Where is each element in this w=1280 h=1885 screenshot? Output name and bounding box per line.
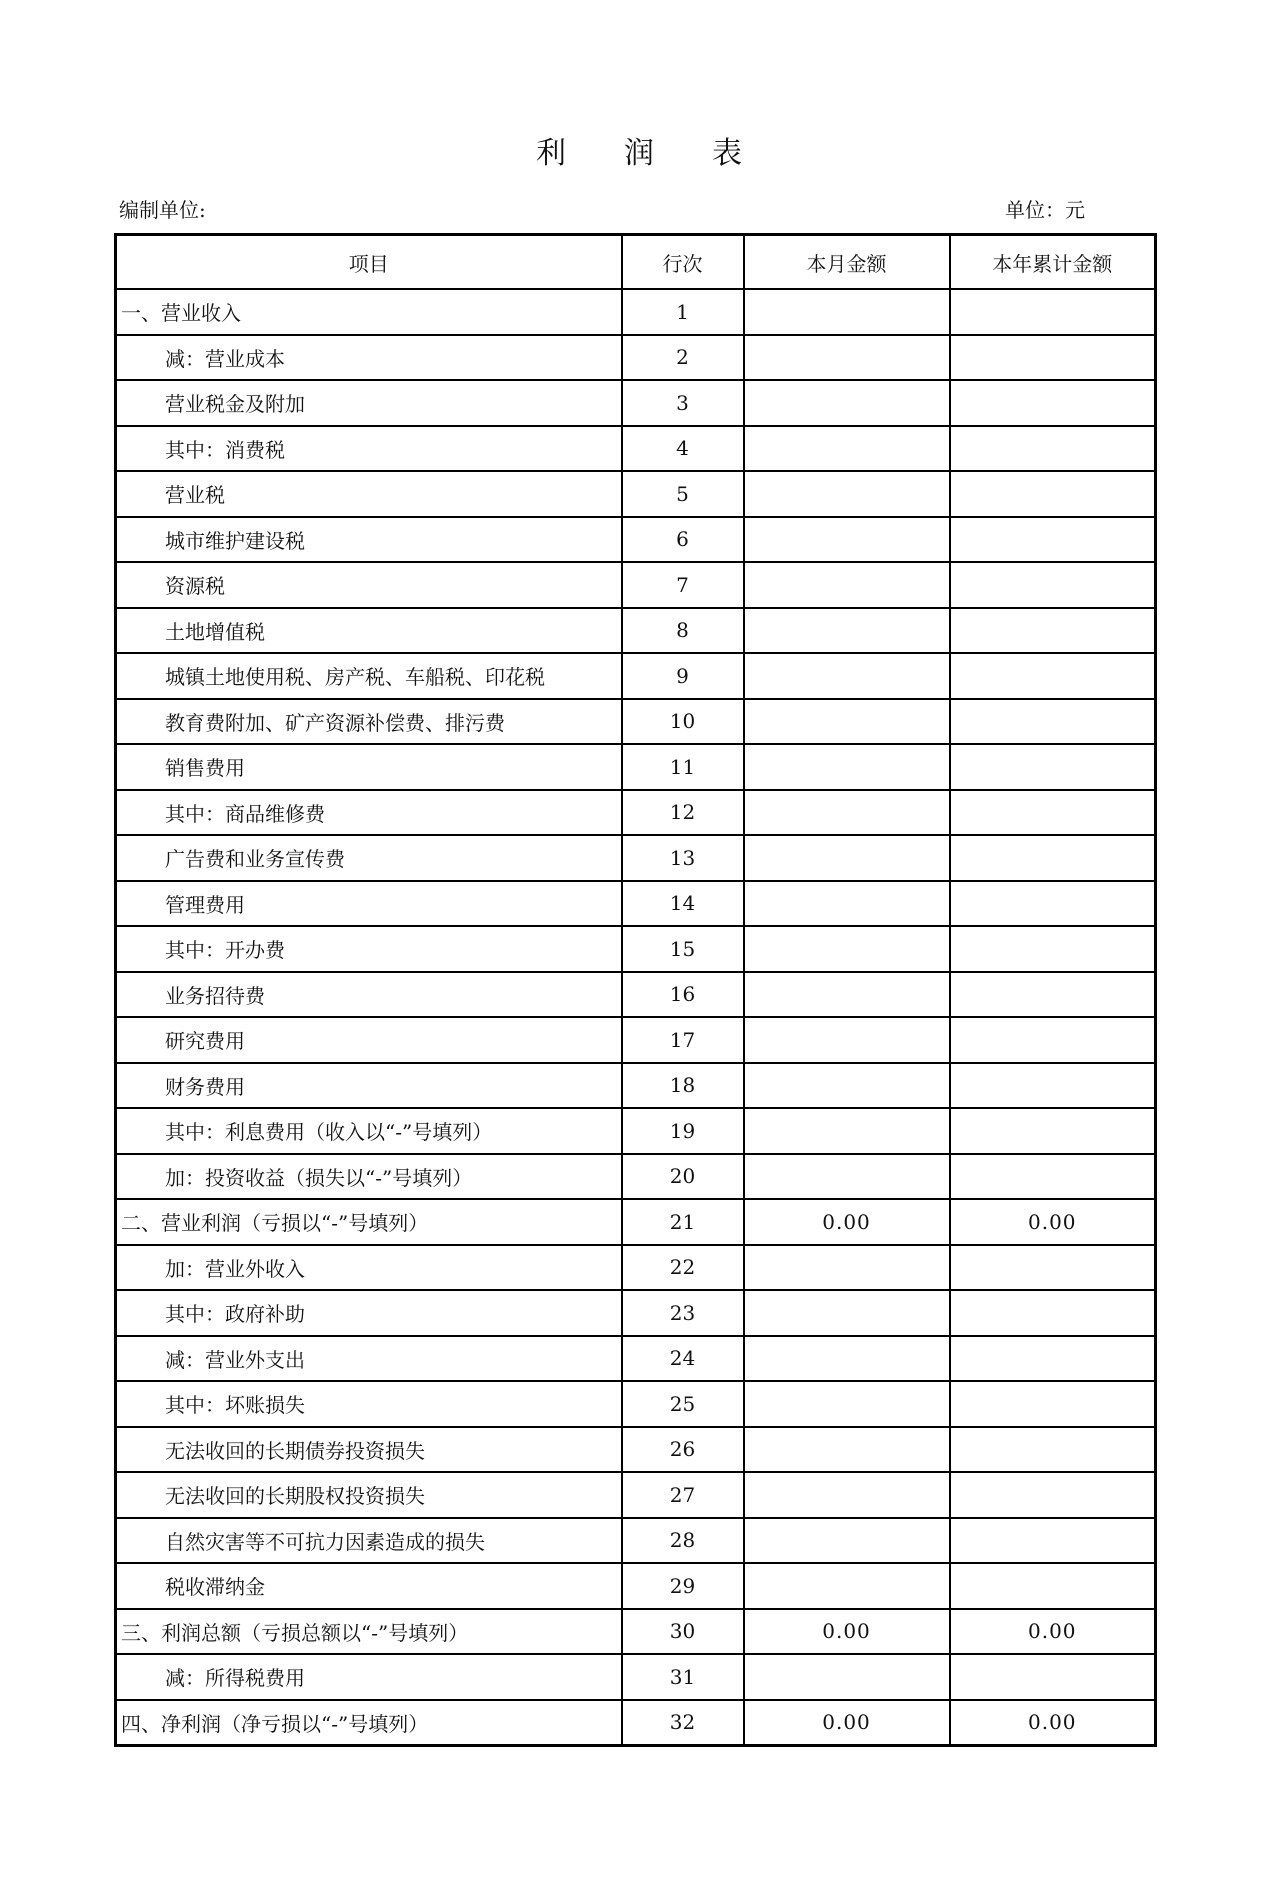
row-year-to-date-amount: 0.00 (950, 1199, 1156, 1245)
row-line-number: 3 (622, 380, 744, 426)
row-item-label: 教育费附加、矿产资源补偿费、排污费 (116, 699, 622, 745)
row-current-month-amount (744, 1245, 950, 1291)
header-current-month: 本月金额 (744, 235, 950, 290)
row-item-label: 其中：开办费 (116, 926, 622, 972)
row-item-label: 自然灾害等不可抗力因素造成的损失 (116, 1518, 622, 1564)
table-row (116, 1245, 1156, 1291)
table-row (116, 1472, 1156, 1518)
title-char: 利 (536, 136, 568, 171)
row-item-label: 土地增值税 (116, 608, 622, 654)
prepared-by-label: 编制单位: (119, 198, 206, 222)
row-year-to-date-amount (950, 335, 1156, 381)
row-year-to-date-amount (950, 972, 1156, 1018)
row-line-number: 15 (622, 926, 744, 972)
row-year-to-date-amount (950, 1108, 1156, 1154)
row-current-month-amount (744, 1563, 950, 1609)
row-year-to-date-amount (950, 1472, 1156, 1518)
table-row (116, 335, 1156, 381)
income-statement-table (114, 233, 1157, 1747)
row-year-to-date-amount (950, 1654, 1156, 1700)
row-line-number: 27 (622, 1472, 744, 1518)
row-current-month-amount (744, 289, 950, 335)
row-current-month-amount (744, 1108, 950, 1154)
row-item-label: 资源税 (116, 562, 622, 608)
row-year-to-date-amount (950, 1563, 1156, 1609)
row-item-label: 其中：商品维修费 (116, 790, 622, 836)
table-row (116, 380, 1156, 426)
row-year-to-date-amount (950, 1017, 1156, 1063)
row-item-label: 税收滞纳金 (116, 1563, 622, 1609)
table-row (116, 1518, 1156, 1564)
row-item-label: 减：所得税费用 (116, 1654, 622, 1700)
row-year-to-date-amount (950, 1154, 1156, 1200)
row-year-to-date-amount (950, 1245, 1156, 1291)
title-char: 润 (624, 136, 656, 171)
row-year-to-date-amount: 0.00 (950, 1609, 1156, 1655)
row-line-number: 12 (622, 790, 744, 836)
table-row (116, 1063, 1156, 1109)
row-year-to-date-amount (950, 1518, 1156, 1564)
table-row (116, 471, 1156, 517)
table-row (116, 1290, 1156, 1336)
row-current-month-amount (744, 790, 950, 836)
row-item-label: 研究费用 (116, 1017, 622, 1063)
row-line-number: 22 (622, 1245, 744, 1291)
row-year-to-date-amount (950, 790, 1156, 836)
row-year-to-date-amount: 0.00 (950, 1700, 1156, 1746)
row-line-number: 28 (622, 1518, 744, 1564)
row-item-label: 业务招待费 (116, 972, 622, 1018)
row-year-to-date-amount (950, 1290, 1156, 1336)
table-row (116, 835, 1156, 881)
table-row (116, 1563, 1156, 1609)
row-item-label: 其中：政府补助 (116, 1290, 622, 1336)
row-line-number: 25 (622, 1381, 744, 1427)
unit-label: 单位：元 (1005, 198, 1085, 222)
row-item-label: 加：营业外收入 (116, 1245, 622, 1291)
header-row (116, 235, 1156, 290)
row-item-label: 其中：消费税 (116, 426, 622, 472)
table-row (116, 562, 1156, 608)
row-year-to-date-amount (950, 517, 1156, 563)
row-year-to-date-amount (950, 471, 1156, 517)
row-line-number: 26 (622, 1427, 744, 1473)
table-row (116, 1654, 1156, 1700)
row-current-month-amount (744, 1381, 950, 1427)
table-row (116, 608, 1156, 654)
row-current-month-amount (744, 653, 950, 699)
row-line-number: 6 (622, 517, 744, 563)
row-current-month-amount (744, 517, 950, 563)
row-line-number: 9 (622, 653, 744, 699)
row-item-label: 四、净利润（净亏损以“-”号填列） (116, 1700, 622, 1746)
row-current-month-amount (744, 972, 950, 1018)
row-line-number: 10 (622, 699, 744, 745)
row-current-month-amount (744, 380, 950, 426)
row-current-month-amount (744, 744, 950, 790)
row-current-month-amount (744, 1154, 950, 1200)
row-current-month-amount (744, 835, 950, 881)
table-row (116, 1427, 1156, 1473)
row-current-month-amount: 0.00 (744, 1199, 950, 1245)
table-row (116, 926, 1156, 972)
row-line-number: 16 (622, 972, 744, 1018)
row-current-month-amount (744, 471, 950, 517)
row-line-number: 7 (622, 562, 744, 608)
row-current-month-amount (744, 608, 950, 654)
row-current-month-amount (744, 699, 950, 745)
row-line-number: 23 (622, 1290, 744, 1336)
table-row (116, 881, 1156, 927)
table-row (116, 289, 1156, 335)
row-line-number: 14 (622, 881, 744, 927)
row-line-number: 30 (622, 1609, 744, 1655)
row-item-label: 财务费用 (116, 1063, 622, 1109)
row-item-label: 城市维护建设税 (116, 517, 622, 563)
header-year-to-date: 本年累计金额 (950, 235, 1156, 290)
table-row (116, 517, 1156, 563)
row-current-month-amount (744, 562, 950, 608)
row-line-number: 8 (622, 608, 744, 654)
table-row (116, 744, 1156, 790)
table-row (116, 1381, 1156, 1427)
row-year-to-date-amount (950, 426, 1156, 472)
row-item-label: 加：投资收益（损失以“-”号填列） (116, 1154, 622, 1200)
row-line-number: 1 (622, 289, 744, 335)
row-current-month-amount (744, 1290, 950, 1336)
row-item-label: 其中：坏账损失 (116, 1381, 622, 1427)
row-line-number: 4 (622, 426, 744, 472)
row-current-month-amount (744, 881, 950, 927)
table-row (116, 1700, 1156, 1746)
row-current-month-amount (744, 426, 950, 472)
row-item-label: 其中：利息费用（收入以“-”号填列） (116, 1108, 622, 1154)
row-item-label: 管理费用 (116, 881, 622, 927)
row-item-label: 城镇土地使用税、房产税、车船税、印花税 (116, 653, 622, 699)
table-row (116, 699, 1156, 745)
row-year-to-date-amount (950, 289, 1156, 335)
row-current-month-amount: 0.00 (744, 1609, 950, 1655)
row-current-month-amount (744, 1063, 950, 1109)
row-current-month-amount: 0.00 (744, 1700, 950, 1746)
row-item-label: 营业税金及附加 (116, 380, 622, 426)
row-item-label: 减：营业成本 (116, 335, 622, 381)
page-title (0, 128, 1280, 172)
row-item-label: 销售费用 (116, 744, 622, 790)
row-current-month-amount (744, 1017, 950, 1063)
row-line-number: 24 (622, 1336, 744, 1382)
row-year-to-date-amount (950, 744, 1156, 790)
row-current-month-amount (744, 1654, 950, 1700)
row-year-to-date-amount (950, 1063, 1156, 1109)
row-item-label: 二、营业利润（亏损以“-”号填列） (116, 1199, 622, 1245)
header-item: 项目 (116, 235, 622, 290)
row-current-month-amount (744, 1427, 950, 1473)
row-line-number: 17 (622, 1017, 744, 1063)
row-year-to-date-amount (950, 1336, 1156, 1382)
row-item-label: 无法收回的长期股权投资损失 (116, 1472, 622, 1518)
row-line-number: 20 (622, 1154, 744, 1200)
row-line-number: 31 (622, 1654, 744, 1700)
row-year-to-date-amount (950, 699, 1156, 745)
row-line-number: 19 (622, 1108, 744, 1154)
table-row (116, 653, 1156, 699)
row-year-to-date-amount (950, 380, 1156, 426)
row-item-label: 三、利润总额（亏损总额以“-”号填列） (116, 1609, 622, 1655)
row-line-number: 29 (622, 1563, 744, 1609)
table-row (116, 1609, 1156, 1655)
table-row (116, 972, 1156, 1018)
row-year-to-date-amount (950, 608, 1156, 654)
row-year-to-date-amount (950, 926, 1156, 972)
row-current-month-amount (744, 926, 950, 972)
row-item-label: 营业税 (116, 471, 622, 517)
row-line-number: 11 (622, 744, 744, 790)
row-year-to-date-amount (950, 1427, 1156, 1473)
row-line-number: 32 (622, 1700, 744, 1746)
row-line-number: 18 (622, 1063, 744, 1109)
row-year-to-date-amount (950, 881, 1156, 927)
row-item-label: 广告费和业务宣传费 (116, 835, 622, 881)
table-row (116, 1199, 1156, 1245)
table-row (116, 426, 1156, 472)
row-current-month-amount (744, 1518, 950, 1564)
row-year-to-date-amount (950, 1381, 1156, 1427)
row-line-number: 13 (622, 835, 744, 881)
table-row (116, 1336, 1156, 1382)
row-line-number: 2 (622, 335, 744, 381)
row-line-number: 5 (622, 471, 744, 517)
row-line-number: 21 (622, 1199, 744, 1245)
row-year-to-date-amount (950, 562, 1156, 608)
table-row (116, 1017, 1156, 1063)
row-year-to-date-amount (950, 835, 1156, 881)
title-char: 表 (712, 136, 744, 171)
row-item-label: 一、营业收入 (116, 289, 622, 335)
row-current-month-amount (744, 1472, 950, 1518)
row-current-month-amount (744, 1336, 950, 1382)
table-row (116, 1108, 1156, 1154)
row-item-label: 无法收回的长期债券投资损失 (116, 1427, 622, 1473)
table-row (116, 790, 1156, 836)
header-line: 行次 (622, 235, 744, 290)
row-year-to-date-amount (950, 653, 1156, 699)
table-row (116, 1154, 1156, 1200)
row-item-label: 减：营业外支出 (116, 1336, 622, 1382)
row-current-month-amount (744, 335, 950, 381)
